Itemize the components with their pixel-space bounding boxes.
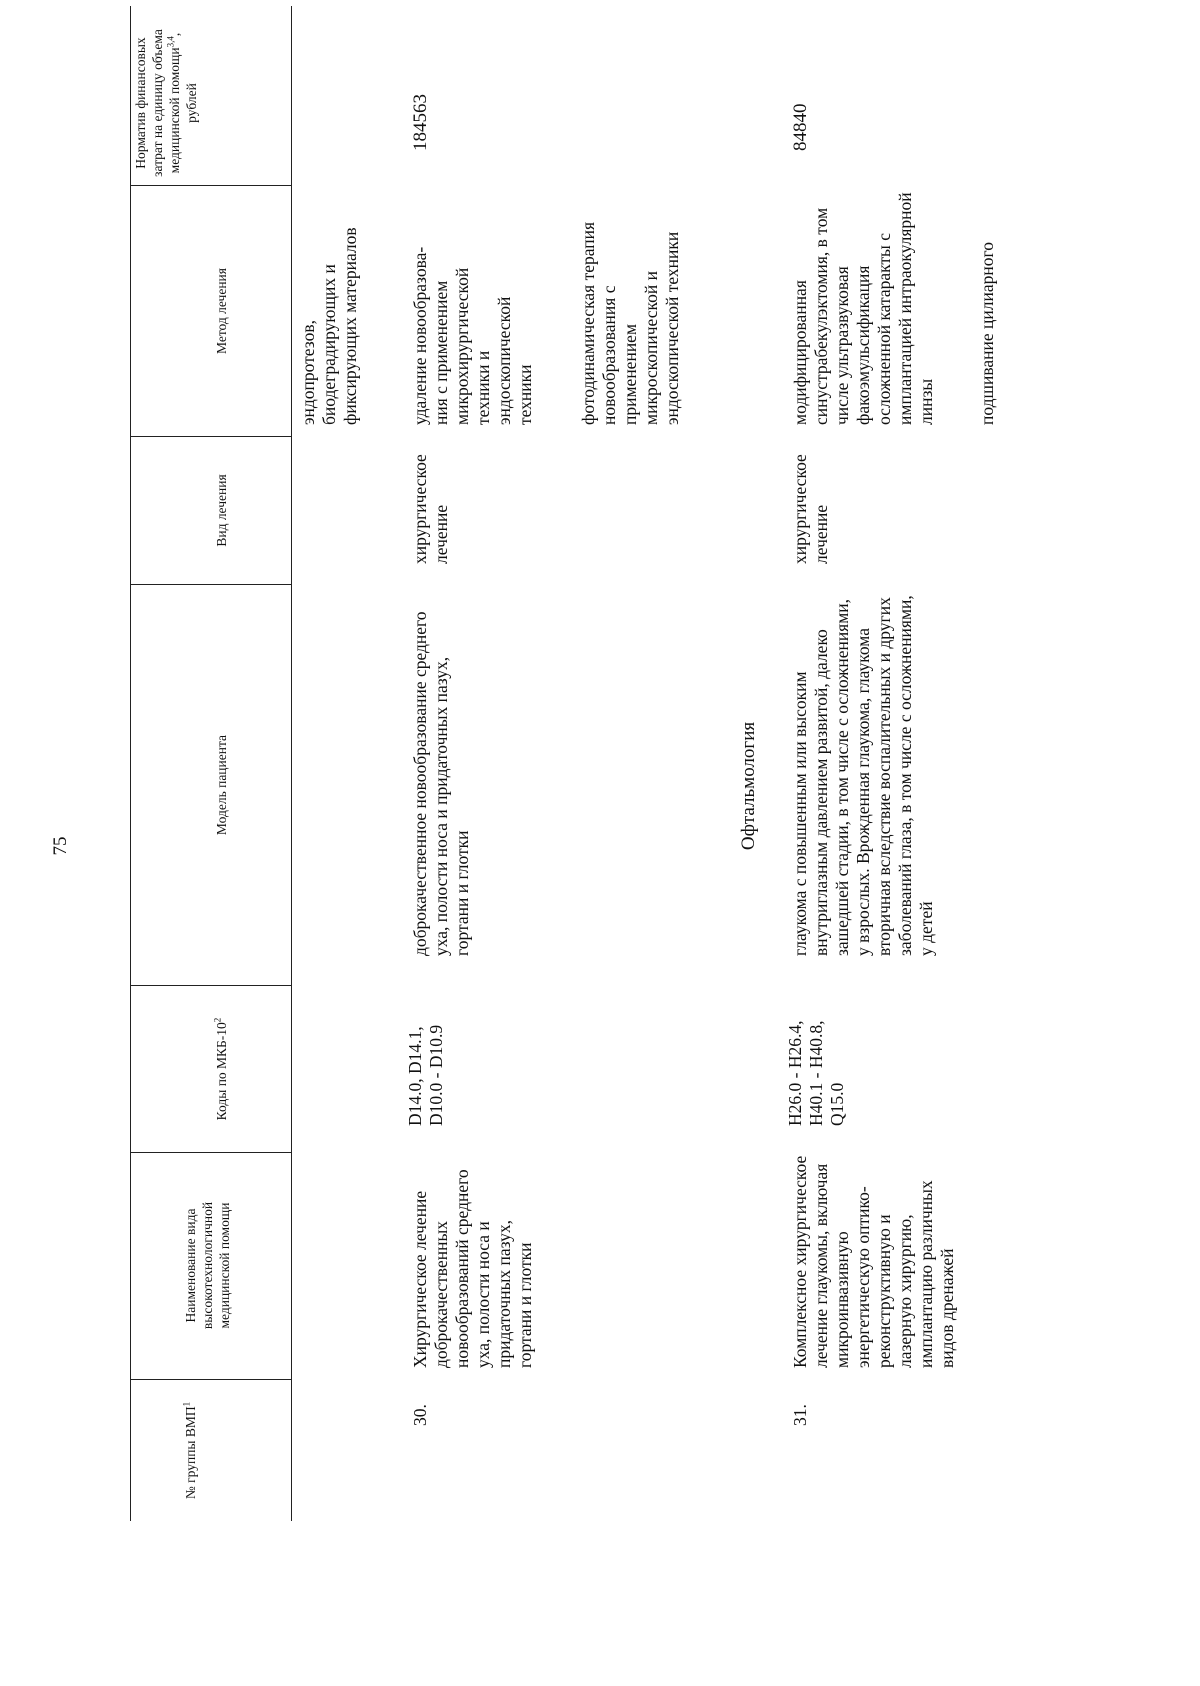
- row-30-method-1: удаление новообразова-ния с применением микрохирургической техники и эндоскопической техники: [410, 246, 535, 425]
- row-30-number: 30.: [410, 1404, 430, 1426]
- col-divider-2: [130, 1152, 291, 1153]
- header-bottom-rule: [291, 6, 292, 1521]
- col-divider-4: [130, 584, 291, 585]
- header-group-no: № группы ВМП$^1$: [181, 1401, 198, 1500]
- row-30-cost: 184563: [410, 94, 431, 151]
- header-cost-norm: Норматив финансовых затрат на единицу объема медицинской помощи$^{3,4}$, рублей: [133, 29, 199, 177]
- row-31-treatment-type: хирургическое лечение: [790, 454, 831, 564]
- row-31-method-1: модифицированная синустрабекулэктомия, в том числе ультразвуковая факоэмульсификация осложненной катаракты с имплантацией интраокулярной линзы: [790, 192, 936, 425]
- header-icd-codes: Коды по МКБ-$10^2$: [212, 1017, 229, 1121]
- row-31-number: 31.: [790, 1404, 810, 1426]
- header-vmp-name: Наименование вида высокотехнологичной медицинской помощи: [183, 1201, 232, 1330]
- header-treatment-type: Вид лечения: [214, 474, 229, 547]
- section-title: Офтальмология: [738, 721, 759, 851]
- header-treatment-method: Метод лечения: [214, 268, 229, 354]
- row-31-name: Комплексное хирургическое лечение глаукомы, включая микроинвазивную энергетическую оптико-реконструктивную и лазерную хирургию, имплантацию различных видов дренажей: [790, 1155, 957, 1368]
- row-30-icd-codes: D14.0, D14.1, D10.0 - D10.9: [405, 1024, 446, 1126]
- row-30-name: Хирургическое лечение доброкачественных новообразований среднего уха, полости носа и придаточных пазух, гортани и глотки: [410, 1169, 535, 1368]
- row-31-method-2: подшивание цилиарного: [977, 242, 997, 425]
- col-divider-5: [130, 436, 291, 437]
- page-number: 75: [50, 836, 71, 856]
- row-30-treatment-type: хирургическое лечение: [410, 454, 451, 564]
- row-31-cost: 84840: [790, 103, 811, 151]
- row-30-patient-model: доброкачественное новообразование среднего уха, полости носа и придаточных пазух, гортани и глотки: [410, 611, 472, 956]
- row-30-method-2: фотодинамическая терапия новообразования с применением микроскопической и эндоскопической техники: [578, 221, 682, 425]
- col-divider-1: [130, 1379, 291, 1380]
- col-divider-6: [130, 185, 291, 186]
- header-patient-model: Модель пациента: [214, 734, 229, 836]
- continuation-method: эндопротезов, биодеградирующих и фиксирующих материалов: [298, 227, 360, 425]
- row-31-patient-model: глаукома с повышенным или высоким внутриглазным давлением развитой, далеко зашедшей стадии, в том числе с осложнениями, у взрослых. Врожденная глаукома, глаукома вторичная вследствие воспалительных и других заболеваний глаза, в том числе с осложнениями, у детей: [790, 595, 936, 956]
- row-31-icd-codes: H26.0 - H26.4, H40.1 - H40.8, Q15.0: [785, 1020, 847, 1126]
- col-divider-3: [130, 985, 291, 986]
- table-top-rule: [130, 6, 131, 1521]
